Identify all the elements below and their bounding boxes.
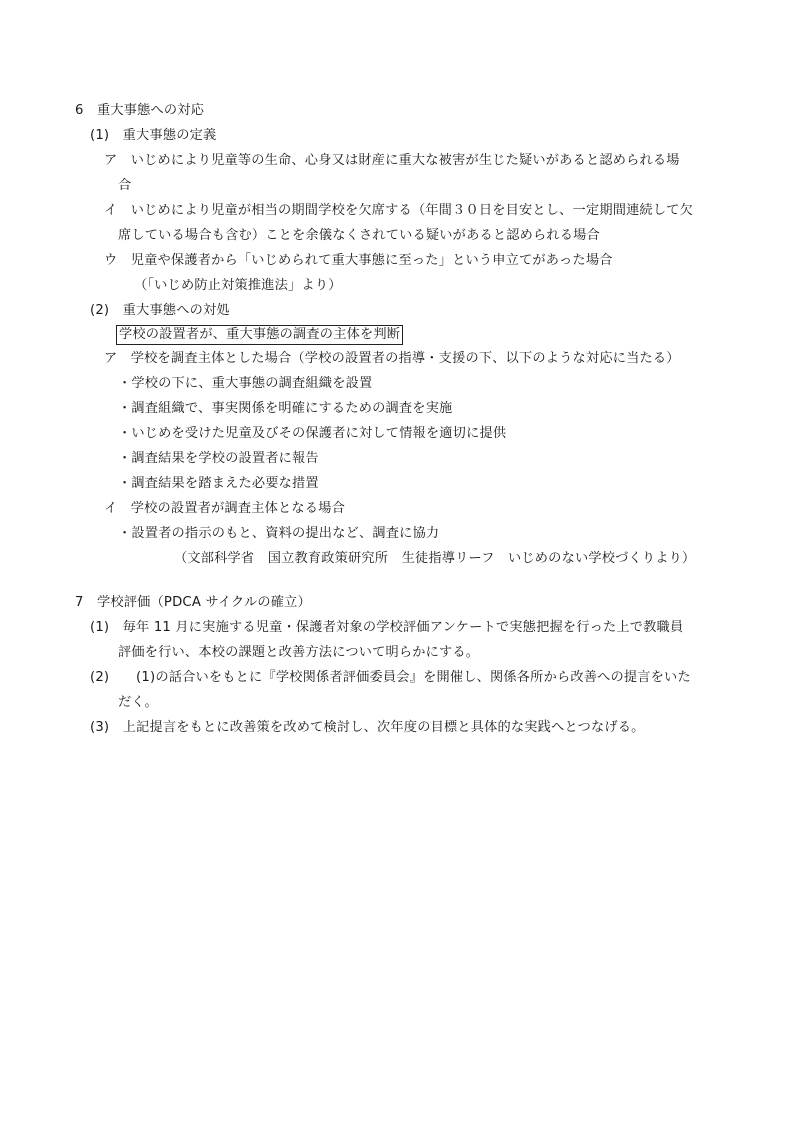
section6-sub1-item-i-line2: 席している場合も含む）ことを余儀なくされている疑いがあると認められる場合 [118, 228, 600, 243]
section6-sub1-item-a-line1: ア いじめにより児童等の生命、心身又は財産に重大な被害が生じた疑いがあると認められる場 [104, 153, 680, 168]
boxed-note: 学校の設置者が、重大事態の調査の主体を判断 [116, 325, 403, 345]
section6-heading: 6 重大事態への対応 [75, 103, 205, 118]
section6-sub2-item-i: イ 学校の設置者が調査主体となる場合 [104, 501, 345, 516]
section7-item2-line1: (2) (1)の話合いをもとに『学校関係者評価委員会』を開催し、関係各所から改善への提言をいた [90, 670, 691, 685]
bullet-item: ・調査結果を学校の設置者に報告 [118, 451, 319, 466]
section7-heading: 7 学校評価（PDCA サイクルの確立） [75, 595, 311, 610]
bullet-item: ・いじめを受けた児童及びその保護者に対して情報を適切に提供 [118, 426, 507, 441]
bullet-item: ・設置者の指示のもと、資料の提出など、調査に協力 [118, 526, 440, 541]
source-citation: （文部科学省 国立教育政策研究所 生徒指導リーフ いじめのない学校づくりより） [174, 551, 696, 566]
section6-sub2-item-a: ア 学校を調査主体とした場合（学校の設置者の指導・支援の下、以下のような対応に当たる） [104, 351, 680, 366]
bullet-item: ・調査組織で、事実関係を明確にするための調査を実施 [118, 401, 453, 416]
bullet-item: ・学校の下に、重大事態の調査組織を設置 [118, 376, 373, 391]
section6-sub1-item-u-line1: ウ 児童や保護者から「いじめられて重大事態に至った」という申立てがあった場合 [104, 253, 613, 268]
section7-item3-line1: (3) 上記提言をもとに改善策を改めて検討し、次年度の目標と具体的な実践へとつなげる。 [90, 720, 645, 735]
section7-item2-line2: だく。 [118, 695, 158, 710]
section7-item1-line1: (1) 毎年 11 月に実施する児童・保護者対象の学校評価アンケートで実態把握を行った上で教職員 [90, 620, 684, 635]
section6-sub1-item-a-line2: 合 [118, 178, 132, 193]
section6-sub1-item-u-line2: （「いじめ防止対策推進法」より） [134, 278, 342, 293]
section6-sub2-heading: (2) 重大事態への対処 [90, 303, 230, 318]
bullet-item: ・調査結果を踏まえた必要な措置 [118, 476, 319, 491]
section6-sub1-item-i-line1: イ いじめにより児童が相当の期間学校を欠席する（年間３０日を目安とし、一定期間連続して欠 [104, 203, 694, 218]
section6-sub1-heading: (1) 重大事態の定義 [90, 128, 217, 143]
section7-item1-line2: 評価を行い、本校の課題と改善方法について明らかにする。 [118, 645, 480, 660]
